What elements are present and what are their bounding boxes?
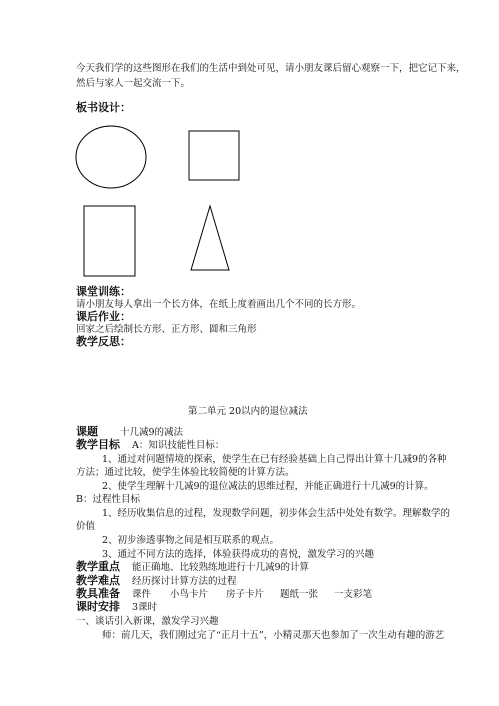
schedule-value: 3课时 bbox=[132, 602, 158, 613]
teaching-aid-5: 一支彩笔 bbox=[334, 589, 373, 600]
intro-line-1: 今天我们学的这些图形在我们的生活中到处可见，请小朋友课后留心观察一下，把它记下来， bbox=[76, 63, 466, 74]
teaching-aid-2: 小鸟卡片 bbox=[170, 589, 209, 600]
triangle-shape bbox=[191, 206, 229, 270]
difficulty-value: 经历探讨计算方法的过程 bbox=[132, 576, 237, 587]
unit-title: 第二单元 20以内的退位减法 bbox=[188, 406, 308, 417]
goals-label: 教学目标 bbox=[76, 438, 120, 451]
topic-label: 课题 bbox=[76, 425, 98, 438]
circle-shape bbox=[76, 126, 146, 188]
key-point-value: 能正确地、比较熟练地进行十几减9的计算 bbox=[132, 562, 310, 573]
goal-b2: 2、初步渗透事物之间是相互联系的观点。 bbox=[102, 535, 280, 546]
classroom-training-heading: 课堂训练： bbox=[76, 285, 131, 298]
goal-a2: 2、使学生理解十几减9的退位减法的思维过程，并能正确进行十几减9的计算。 bbox=[102, 481, 434, 492]
schedule-label: 课时安排 bbox=[76, 600, 120, 613]
teaching-aid-1: 课件 bbox=[132, 589, 152, 600]
rectangle-shape bbox=[84, 206, 135, 276]
goal-b-heading: B：过程性目标 bbox=[76, 494, 140, 505]
goal-b3: 3、通过不同方法的选择，体验获得成功的喜悦，激发学习的兴趣 bbox=[102, 549, 375, 560]
board-diagram bbox=[0, 0, 499, 300]
teaching-aids-label: 教具准备 bbox=[76, 587, 120, 600]
teaching-aid-4: 题纸一张 bbox=[280, 589, 319, 600]
homework-heading: 课后作业： bbox=[76, 310, 131, 323]
key-point-label: 教学重点 bbox=[76, 560, 120, 573]
goal-b1-line-2: 价值 bbox=[76, 521, 96, 532]
goal-a-heading: A：知识技能性目标： bbox=[132, 440, 225, 451]
difficulty-label: 教学难点 bbox=[76, 574, 120, 587]
teacher-dialogue-line: 师：前几天，我们刚过完了“正月十五”，小精灵那天也参加了一次生动有趣的游艺 bbox=[102, 630, 445, 641]
square-shape bbox=[189, 131, 239, 180]
classroom-training-text: 请小朋友每人拿出一个长方体，在纸上度着画出几个不同的长方形。 bbox=[76, 299, 362, 310]
goal-a1-line-1: 1、通过对问题情境的探索，使学生在已有经验基础上自己得出计算十几减9的各种 bbox=[102, 454, 447, 465]
homework-text: 回家之后绘制长方形、正方形、圆和三角形 bbox=[76, 324, 257, 335]
step-1-heading: 一、谈话引入新课，激发学习兴趣 bbox=[76, 616, 219, 627]
goal-b1-line-1: 1、经历收集信息的过程，发现数学问题，初步体会生活中处处有数学。理解数学的 bbox=[102, 508, 451, 519]
intro-line-2: 然后与家人一起交流一下。 bbox=[76, 78, 191, 89]
topic-value: 十几减9的减法 bbox=[120, 427, 184, 438]
board-design-heading: 板书设计： bbox=[76, 101, 131, 114]
reflection-heading: 教学反思： bbox=[76, 335, 131, 348]
teaching-aid-3: 房子卡片 bbox=[226, 589, 265, 600]
goal-a1-line-2: 方法；通过比较，使学生体验比较简便的计算方法。 bbox=[76, 467, 295, 478]
